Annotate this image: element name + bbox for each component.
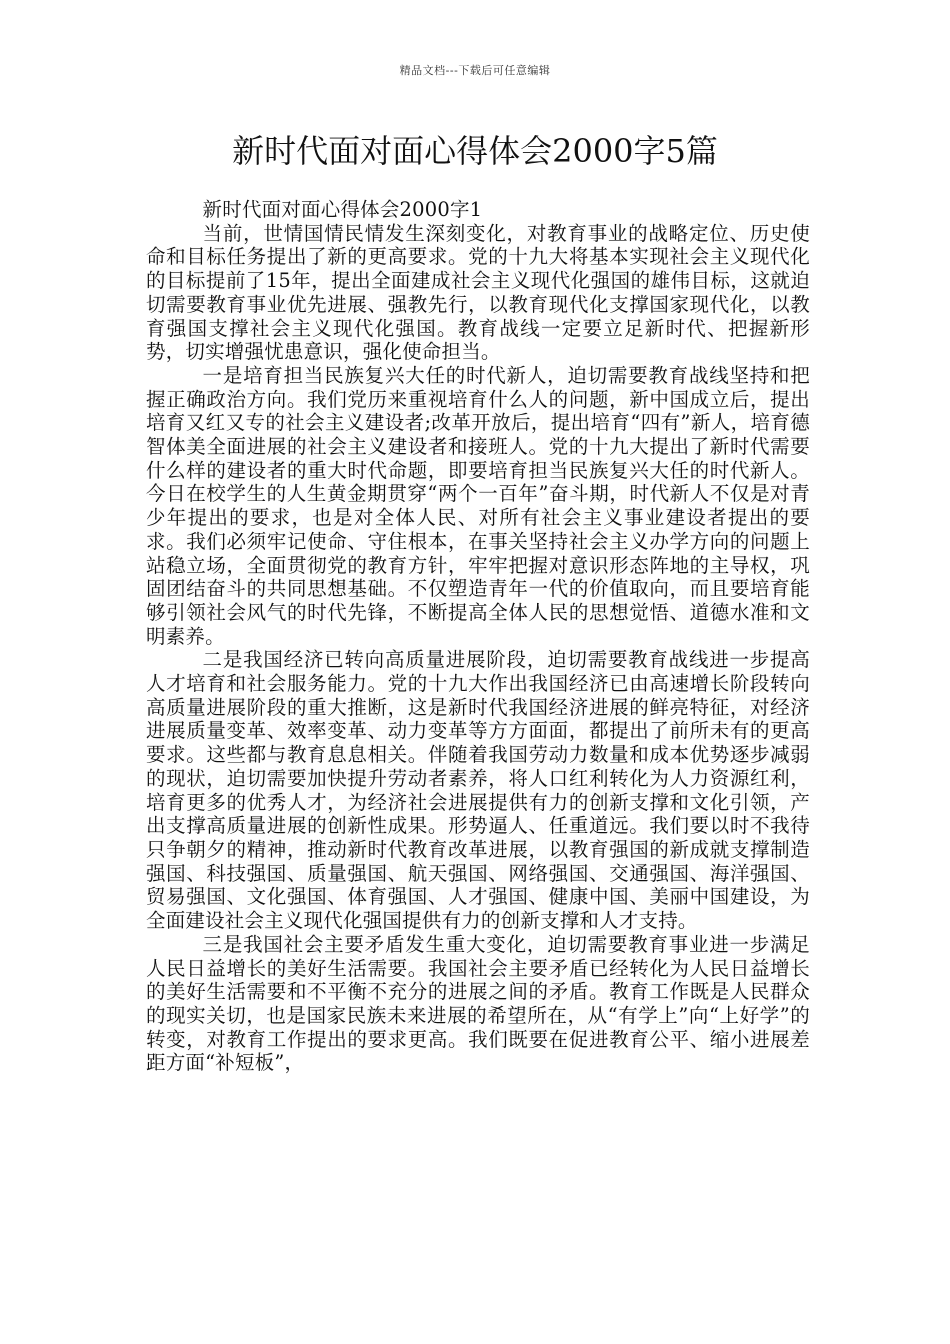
paragraph-point-one: 一是培育担当民族复兴大任的时代新人，迫切需要教育战线坚持和把握正确政治方向。我们党历来重视培育什么人的问题，新中国成立后，提出培育又红又专的社会主义建设者;改革开放后，提出培育“四有”新人，培育德智体美全面进展的社会主义建设者和接班人。党的十九大提出了新时代需要什么样的建设者的重大时代命题，即要培育担当民族复兴大任的时代新人。今日在校学生的人生黄金期贯穿“两个一百年”奋斗期，时代新人不仅是对青少年提出的要求，也是对全体人民、对所有社会主义事业建设者提出的要求。我们必须牢记使命、守住根本，在事关坚持社会主义办学方向的问题上站稳立场，全面贯彻党的教育方针，牢牢把握对意识形态阵地的主导权，巩固团结奋斗的共同思想基础。不仅塑造青年一代的价值取向，而且要培育能够引领社会风气的时代先锋，不断提高全体人民的思想觉悟、道德水准和文明素养。: [146, 363, 810, 648]
paragraph-intro: 当前，世情国情民情发生深刻变化，对教育事业的战略定位、历史使命和目标任务提出了新的更高要求。党的十九大将基本实现社会主义现代化的目标提前了15年，提出全面建成社会主义现代化强国的雄伟目标，这就迫切需要教育事业优先进展、强教先行，以教育现代化支撑国家现代化，以教育强国支撑社会主义现代化强国。教育战线一定要立足新时代、把握新形势，切实增强忧患意识，强化使命担当。: [146, 221, 810, 364]
document-title: 新时代面对面心得体会2000字5篇: [232, 132, 718, 170]
page-header-note: 精品文档---下载后可任意编辑: [399, 64, 551, 77]
document-body: [146, 198, 810, 1075]
paragraph-point-three: 三是我国社会主要矛盾发生重大变化，迫切需要教育事业进一步满足人民日益增长的美好生活需要。我国社会主要矛盾已经转化为人民日益增长的美好生活需要和不平衡不充分的进展之间的矛盾。教育工作既是人民群众的现实关切，也是国家民族未来进展的希望所在，从“有学上”向“上好学”的转变，对教育工作提出的要求更高。我们既要在促进教育公平、缩小进展差距方面“补短板”，: [146, 932, 810, 1075]
paragraph-point-two: 二是我国经济已转向高质量进展阶段，迫切需要教育战线进一步提高人才培育和社会服务能力。党的十九大作出我国经济已由高速增长阶段转向高质量进展阶段的重大推断，这是新时代我国经济进展的鲜亮特征，对经济进展质量变革、效率变革、动力变革等方方面面，都提出了前所未有的更高要求。这些都与教育息息相关。伴随着我国劳动力数量和成本优势逐步减弱的现状，迫切需要加快提升劳动者素养，将人口红利转化为人力资源红利，培育更多的优秀人才，为经济社会进展提供有力的创新支撑和文化引领，产出支撑高质量进展的创新性成果。形势逼人、任重道远。我们要以时不我待只争朝夕的精神，推动新时代教育改革进展，以教育强国的新成就支撑制造强国、科技强国、质量强国、航天强国、网络强国、交通强国、海洋强国、贸易强国、文化强国、体育强国、人才强国、健康中国、美丽中国建设，为全面建设社会主义现代化强国提供有力的创新支撑和人才支持。: [146, 648, 810, 933]
section-subtitle: 新时代面对面心得体会2000字1: [202, 198, 483, 221]
